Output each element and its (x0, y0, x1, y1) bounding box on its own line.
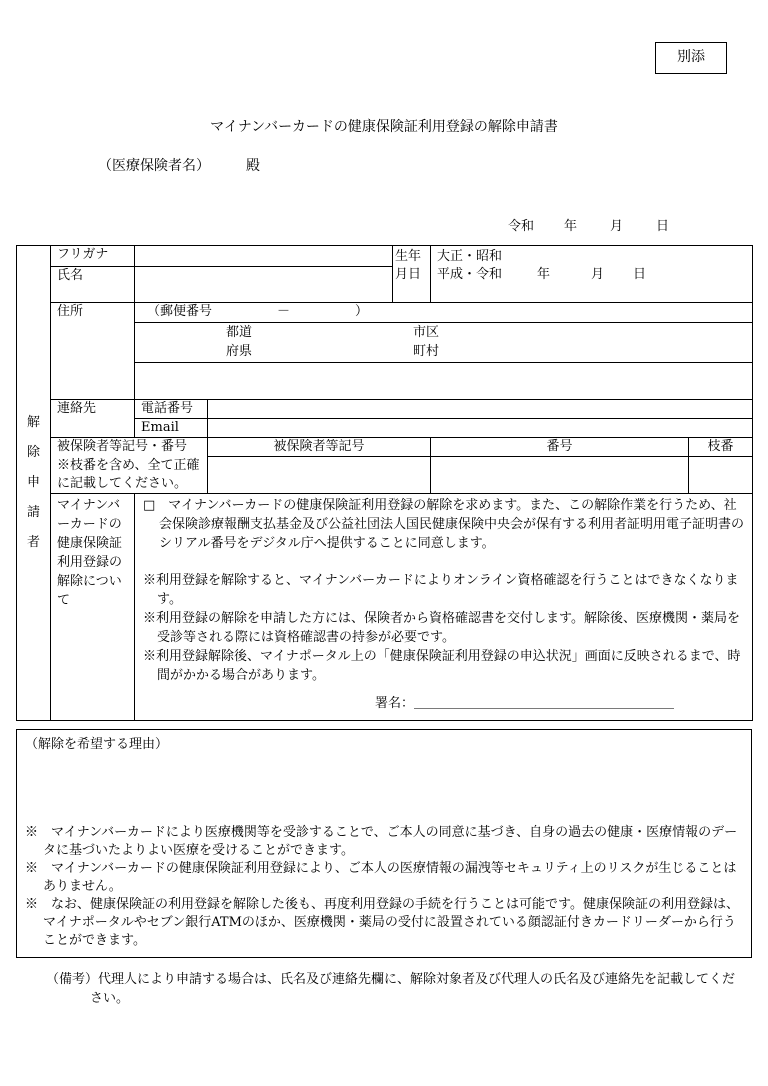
furigana-label: フリガナ (51, 246, 135, 267)
postal-code-field[interactable]: （郵便番号 － ） (135, 303, 753, 323)
insurer-name-label: （医療保険者名） (98, 158, 210, 174)
remarks-text: （備考）代理人により申請する場合は、氏名及び連絡先欄に、解除対象者及び代理人の氏名及び連絡先を記載してください。 (46, 972, 736, 1006)
consent-checkbox-text[interactable]: □ マイナンバーカードの健康保険証利用登録の解除を求めます。また、この解除作業を行うため、社会保険診療報酬支払基金及び公益社団法人国民健康保険中央会が保有する利用者証明用電子証明書のシリアル番号をデジタル庁へ提供することに同意します。 (143, 497, 745, 551)
signature-field[interactable]: 署名：＿＿＿＿＿＿＿＿＿＿＿＿＿＿＿＿＿＿＿＿ (375, 695, 675, 711)
phone-field[interactable] (208, 400, 753, 419)
insured-number-header: 番号 (431, 438, 689, 457)
birth-label: 生年 月日 (393, 246, 431, 303)
insured-symbol-field[interactable] (208, 457, 431, 494)
applicant-side-label: 解 除 申 請 者 (17, 246, 51, 721)
reason-label: （解除を希望する理由） (25, 737, 169, 752)
date-line (508, 215, 669, 234)
branch-number-field[interactable] (689, 457, 753, 494)
date-month: 月 (610, 219, 624, 234)
applicant-table (16, 245, 753, 721)
caution-3: ※利用登録解除後、マイナポータル上の「健康保険証利用登録の申込状況」画面に反映されるまで、時間がかかる場合があります。 (143, 648, 741, 683)
reason-box (16, 729, 752, 958)
caution-1: ※利用登録を解除すると、マイナンバーカードによりオンライン資格確認を行うことはできなくなります。 (143, 572, 739, 607)
page-title: マイナンバーカードの健康保険証利用登録の解除申請書 (210, 119, 558, 135)
date-day: 日 (656, 219, 670, 234)
cancel-consent-block (135, 493, 753, 720)
remarks (46, 970, 736, 1008)
notes-block (25, 824, 745, 950)
insured-symbol-header: 被保険者等記号 (208, 438, 431, 457)
note-3: ※ なお、健康保険証の利用登録を解除した後も、再度利用登録の手続を行うことは可能です。健康保険証の利用登録は、マイナポータルやセブン銀行ATMのほか、医療機関・薬局の受付に設置されている顔認証付きカードリーダーから行うことができます。 (25, 897, 739, 948)
date-year: 年 (564, 219, 578, 234)
note-2: ※ マイナンバーカードの健康保険証利用登録により、ご本人の医療情報の漏洩等セキュリティ上のリスクが生じることはありません。 (25, 861, 737, 894)
address-label: 住所 (51, 303, 135, 400)
honorific: 殿 (246, 158, 260, 174)
name-field[interactable] (135, 267, 393, 303)
date-era: 令和 (508, 219, 535, 234)
birth-date-field[interactable]: 大正・昭和 平成・令和 年 月 日 (431, 246, 753, 303)
insured-number-field[interactable] (431, 457, 689, 494)
branch-number-header: 枝番 (689, 438, 753, 457)
prefecture-city-field[interactable]: 都道 府県 市区 町村 (135, 323, 753, 363)
note-1: ※ マイナンバーカードにより医療機関等を受診することで、ご本人の同意に基づき、自身の過去の健康・医療情報のデータに基づいたよりよい医療を受けることができます。 (25, 825, 738, 858)
address-detail-field[interactable] (135, 363, 753, 400)
email-label: Email (135, 419, 208, 438)
phone-label: 電話番号 (135, 400, 208, 419)
name-label: 氏名 (51, 267, 135, 303)
email-field[interactable] (208, 419, 753, 438)
furigana-field[interactable] (135, 246, 393, 267)
attachment-label: 別添 (655, 42, 727, 74)
caution-2: ※利用登録の解除を申請した方には、保険者から資格確認書を交付します。解除後、医療機関・薬局を受診等される際には資格確認書の持参が必要です。 (143, 610, 740, 645)
contact-label: 連絡先 (51, 400, 135, 438)
insured-number-label: 被保険者等記号・番号 (51, 438, 208, 457)
insured-number-note: ※枝番を含め、全て正確に記載してください。 (51, 457, 208, 494)
cancel-section-label: マイナンバーカードの健康保険証利用登録の解除について (51, 493, 135, 720)
